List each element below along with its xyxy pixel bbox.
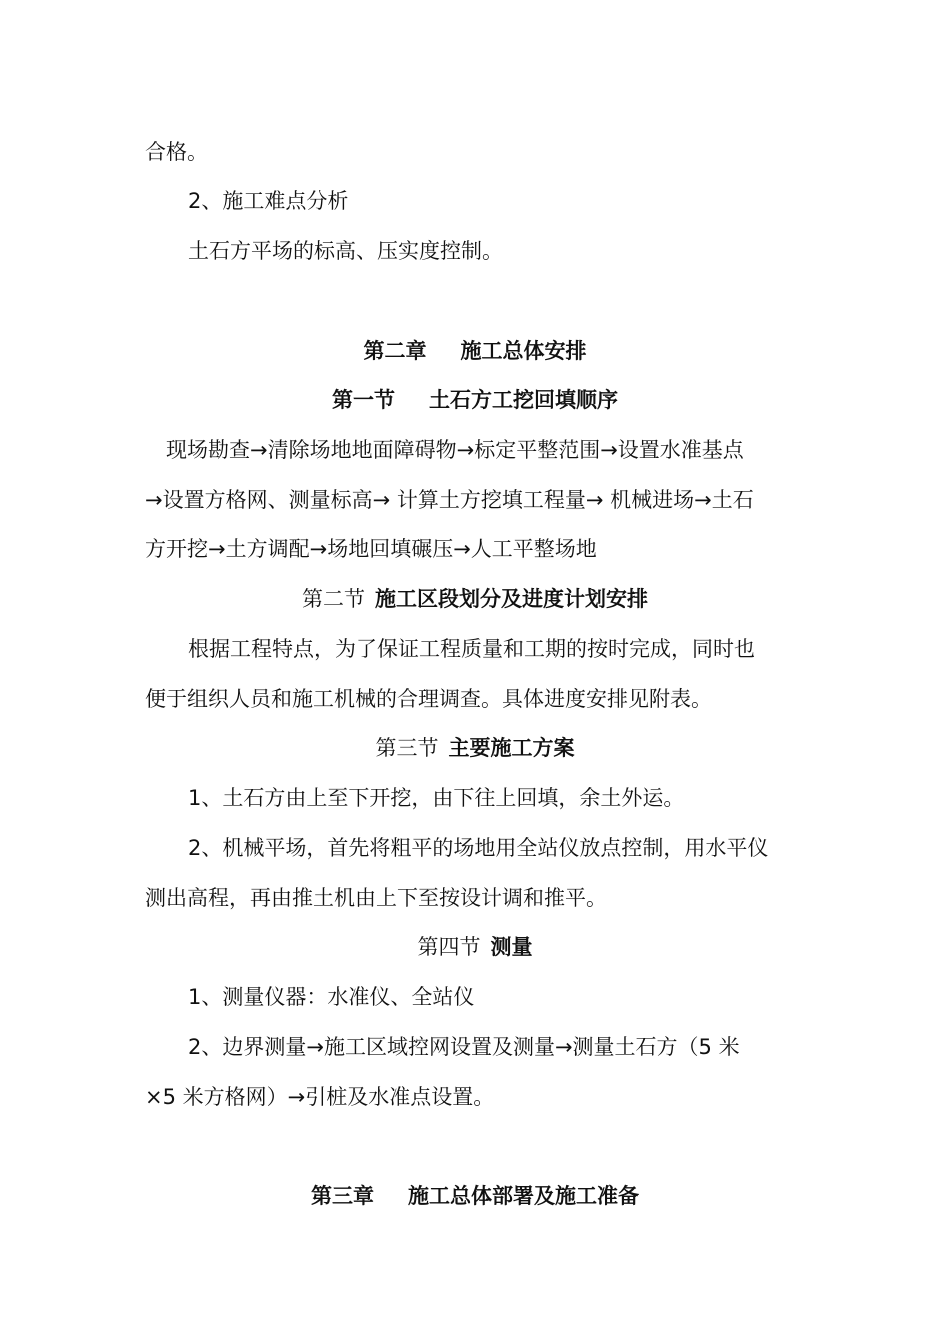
- paragraph-line: ×5 米方格网）→引桩及水准点设置。: [145, 1085, 495, 1109]
- paragraph-line: 2、边界测量→施工区域控网设置及测量→测量土石方（5 米: [188, 1035, 740, 1059]
- paragraph-line: →设置方格网、测量标高→ 计算土方挖填工程量→ 机械进场→土石: [145, 488, 754, 512]
- section-number: 第三节: [375, 736, 439, 760]
- paragraph-line: 1、土石方由上至下开挖，由下往上回填，余土外运。: [188, 786, 685, 810]
- chapter-heading: [0, 336, 950, 366]
- chapter-heading: [0, 1181, 950, 1211]
- section-title: 土石方工挖回填顺序: [429, 388, 618, 412]
- paragraph-line: 合格。: [145, 140, 208, 164]
- chapter-title: 施工总体部署及施工准备: [408, 1184, 639, 1208]
- chapter-number: 第三章: [311, 1184, 374, 1208]
- paragraph-line: 方开挖→土方调配→场地回填碾压→人工平整场地: [145, 537, 597, 561]
- section-heading: [0, 584, 950, 614]
- section-title: 测量: [490, 935, 533, 959]
- paragraph-line: 土石方平场的标高、压实度控制。: [188, 239, 503, 263]
- paragraph-line: 测出高程，再由推土机由上下至按设计调和推平。: [145, 886, 607, 910]
- paragraph-line: 2、施工难点分析: [188, 189, 349, 213]
- section-number: 第四节: [417, 935, 481, 959]
- paragraph-line: 便于组织人员和施工机械的合理调查。具体进度安排见附表。: [145, 687, 712, 711]
- paragraph-line: 现场勘查→清除场地地面障碍物→标定平整范围→设置水准基点: [166, 438, 744, 462]
- section-heading: [0, 385, 950, 415]
- paragraph-line: 1、测量仪器：水准仪、全站仪: [188, 985, 475, 1009]
- chapter-number: 第二章: [363, 339, 427, 363]
- section-heading: [0, 733, 950, 763]
- section-number: 第二节: [302, 587, 365, 611]
- paragraph-line: 2、机械平场，首先将粗平的场地用全站仪放点控制，用水平仪: [188, 836, 769, 860]
- section-title: 施工区段划分及进度计划安排: [375, 587, 648, 611]
- paragraph-line: 根据工程特点，为了保证工程质量和工期的按时完成，同时也: [188, 637, 755, 661]
- section-heading: [0, 932, 950, 962]
- chapter-title: 施工总体安排: [460, 339, 587, 363]
- section-title: 主要施工方案: [448, 736, 575, 760]
- section-number: 第一节: [332, 388, 395, 412]
